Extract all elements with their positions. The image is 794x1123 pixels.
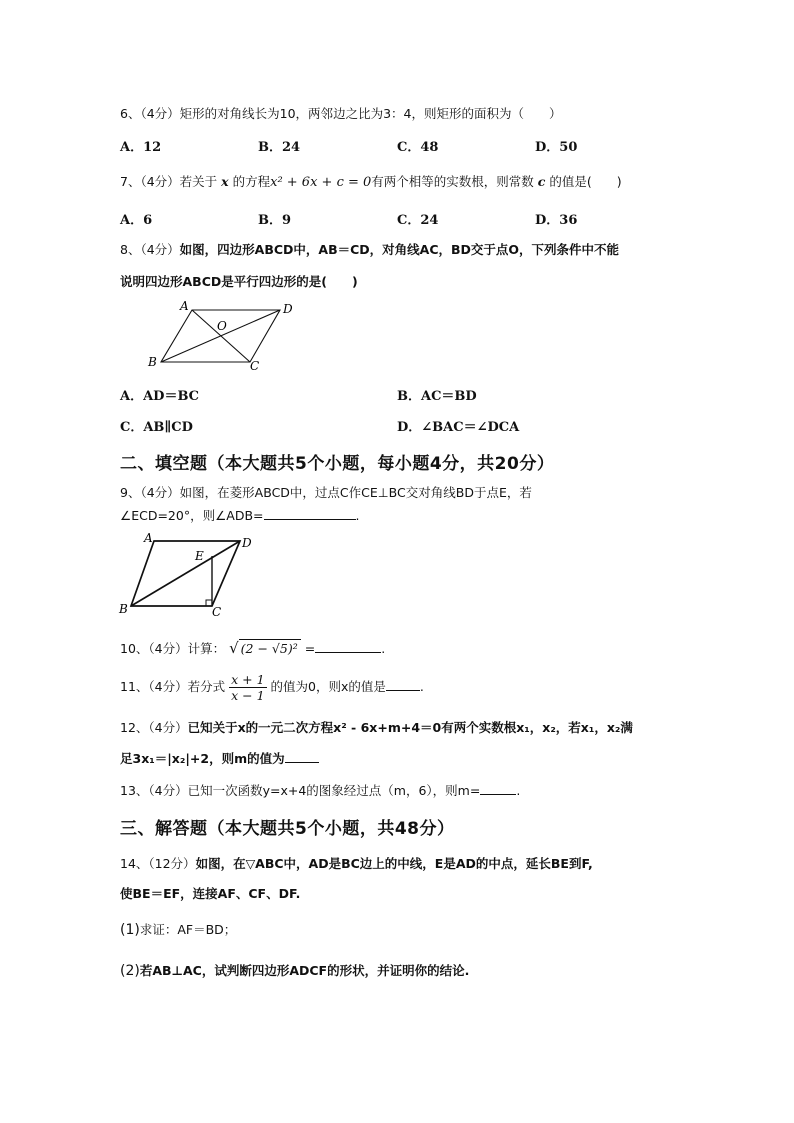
q11-fraction	[229, 672, 266, 703]
q11-answer-blank[interactable]	[386, 678, 420, 691]
question-9-line1	[120, 483, 532, 501]
q13-text: 已知一次函数y=x+4的图象经过点（m，6），则m=	[187, 783, 481, 798]
q7-text-after: 有两个相等的实数根，则常数	[371, 174, 534, 189]
q12-line1: 已知关于x的一元二次方程x² - 6x+m+4＝0有两个实数根x₁，x₂，若x₁，x₂满	[187, 720, 633, 735]
section-2-title: 二、填空题（本大题共5个小题，每小题4分，共20分）	[120, 454, 555, 474]
section-3-title: 三、解答题（本大题共5个小题，共48分）	[120, 819, 455, 839]
q9-line1: 如图，在菱形ABCD中，过点C作CE⊥BC交对角线BD于点E，若	[179, 485, 532, 500]
q7-text-before: 若关于	[179, 174, 218, 189]
q7-var-c: c	[537, 174, 546, 189]
question-14-line1	[120, 854, 593, 872]
question-7	[120, 172, 622, 190]
q6-prefix: 6、（4分）	[120, 106, 180, 121]
question-13	[120, 781, 520, 799]
q9-diagonal-bd	[131, 541, 240, 606]
q12-answer-blank[interactable]	[285, 750, 319, 763]
q14-line1: 如图，在▽ABC中，AD是BC边上的中线，E是AD的中点，延长BE到F,	[195, 856, 593, 871]
q10-expr: (2 − √5)²	[239, 639, 301, 656]
q8-diagonal-bd	[161, 310, 280, 362]
q10-end: .	[381, 641, 386, 656]
q14-part2-num: (2)	[120, 963, 140, 979]
q8-line2: 说明四边形ABCD是平行四边形的是( )	[120, 274, 358, 289]
question-11	[120, 672, 424, 703]
question-12-line1	[120, 718, 633, 736]
q6-option-c: C．48	[397, 140, 439, 155]
q11-denominator: x − 1	[231, 688, 265, 703]
q14-prefix: 14、（12分）	[120, 856, 196, 871]
q10-sqrt-sign: √	[229, 639, 239, 657]
q9-rhombus-figure	[116, 530, 266, 620]
q6-option-b: B．24	[258, 140, 301, 155]
q11-numerator: x + 1	[231, 672, 265, 687]
q14-part2-text: 若AB⊥AC，试判断四边形ADCF的形状，并证明你的结论.	[139, 963, 470, 978]
q8-parallelogram-figure	[140, 296, 310, 374]
q14-part1-num: (1)	[120, 922, 140, 938]
q13-prefix: 13、（4分）	[120, 783, 188, 798]
q7-option-c: C．24	[397, 213, 439, 228]
q13-answer-blank[interactable]	[480, 782, 516, 795]
q10-text: 计算：	[187, 641, 226, 656]
q7-text-mid: 的方程	[232, 174, 271, 189]
question-6	[120, 104, 561, 122]
question-8-line1	[120, 240, 619, 258]
q8-option-d: D．∠BAC＝∠DCA	[397, 420, 520, 435]
q8-option-a: A．AD＝BC	[120, 389, 200, 404]
q10-answer-blank[interactable]	[315, 640, 381, 653]
q9-label-b: B	[119, 602, 128, 616]
q7-option-b: B．9	[258, 213, 292, 228]
q9-line2: ∠ECD=20°，则∠ADB=	[120, 508, 264, 523]
q8-option-b: B．AC＝BD	[397, 389, 477, 404]
q8-label-c: C	[250, 359, 260, 373]
q7-equation: x² + 6x + c = 0	[270, 175, 372, 190]
q9-label-e: E	[195, 549, 204, 563]
q8-line1: 如图，四边形ABCD中，AB＝CD，对角线AC，BD交于点O，下列条件中不能	[179, 242, 620, 257]
q8-label-o: O	[217, 319, 227, 333]
q8-option-c: C．AB∥CD	[120, 420, 193, 435]
q11-text-before: 若分式	[187, 679, 226, 694]
q9-label-a: A	[144, 531, 153, 545]
q11-end: .	[419, 679, 424, 694]
question-10	[120, 639, 385, 657]
question-12-line2	[120, 749, 319, 767]
q8-label-b: B	[148, 355, 157, 369]
q14-part-2	[120, 961, 469, 979]
q10-prefix: 10、（4分）	[120, 641, 188, 656]
q9-end: .	[355, 508, 360, 523]
q7-prefix: 7、（4分）	[120, 174, 180, 189]
q8-prefix: 8、（4分）	[120, 242, 180, 257]
q8-label-a: A	[180, 299, 189, 313]
q6-option-d: D．50	[535, 140, 578, 155]
q10-equals: =	[304, 641, 316, 656]
q9-label-d: D	[242, 536, 252, 550]
q14-line2: 使BE＝EF，连接AF、CF、DF.	[120, 886, 301, 901]
q7-text-end: 的值是( )	[549, 174, 622, 189]
q7-option-d: D．36	[535, 213, 578, 228]
q9-label-c: C	[212, 605, 222, 619]
q12-line2: 足3x₁＝|x₂|+2，则m的值为	[120, 751, 285, 766]
q14-part-1	[120, 920, 236, 938]
q6-option-a: A．12	[120, 140, 162, 155]
q11-text-after: 的值为0，则x的值是	[270, 679, 386, 694]
q6-text: 矩形的对角线长为10，两邻边之比为3：4，则矩形的面积为（ ）	[179, 106, 562, 121]
q8-label-d: D	[283, 302, 293, 316]
q9-prefix: 9、（4分）	[120, 485, 180, 500]
q9-answer-blank[interactable]	[264, 507, 356, 520]
q13-end: .	[516, 783, 521, 798]
q11-prefix: 11、（4分）	[120, 679, 188, 694]
question-9-line2	[120, 506, 360, 524]
q12-prefix: 12、（4分）	[120, 720, 188, 735]
q14-part1-text: 求证：AF＝BD；	[139, 922, 237, 937]
q7-option-a: A．6	[120, 213, 153, 228]
q7-var-x: x	[221, 174, 229, 189]
